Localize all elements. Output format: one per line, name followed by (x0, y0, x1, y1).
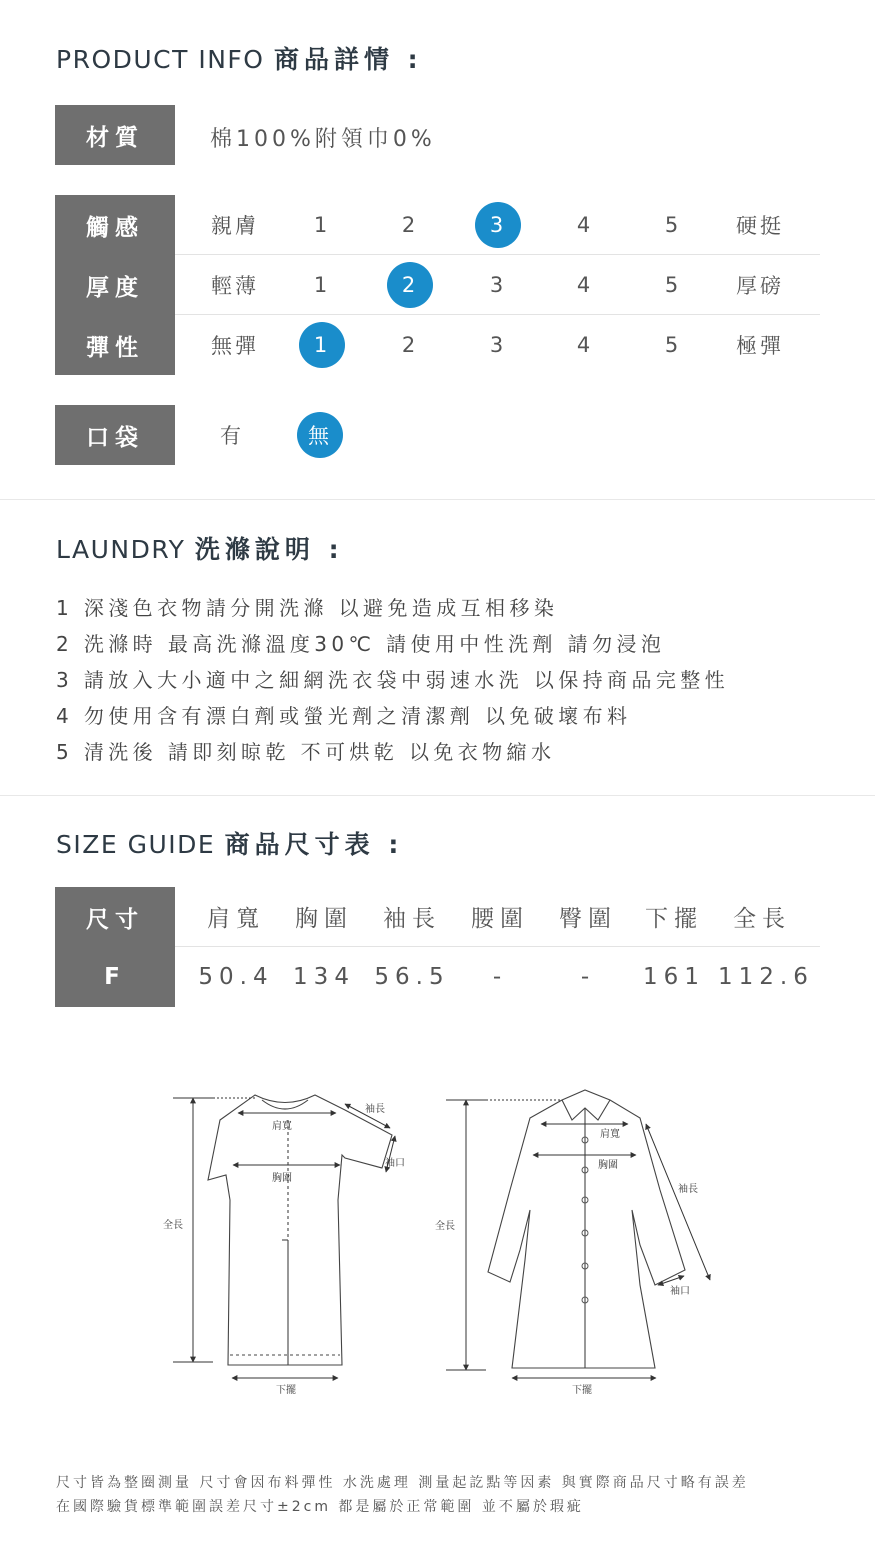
scale-option: 1 (313, 273, 331, 297)
size-value: 56.5 (374, 964, 450, 990)
scale-option: 1 (313, 213, 331, 237)
divider (0, 795, 875, 796)
scale-option-selected: 1 (299, 322, 345, 368)
scale-row-line (175, 314, 820, 315)
scale-option: 2 (401, 333, 419, 357)
scale-row-line (175, 254, 820, 255)
laundry-title (56, 530, 344, 566)
right-sleeve-label: 袖長 (678, 1184, 698, 1195)
scale-high-label: 硬挺 (736, 214, 784, 238)
material-label: 材質 (55, 105, 175, 165)
scale-option: 4 (576, 333, 594, 357)
laundry-title-en: LAUNDRY (56, 535, 186, 564)
scale-option: 5 (664, 273, 682, 297)
size-col-header: 臀圍 (559, 906, 617, 932)
size-col-header: 胸圍 (295, 906, 353, 932)
scale-option: 4 (576, 273, 594, 297)
size-value: 112.6 (718, 964, 814, 990)
right-full-length-label: 全長 (435, 1221, 455, 1232)
size-guide-title-en: SIZE GUIDE (56, 830, 216, 859)
scale-low-label: 輕薄 (211, 274, 259, 298)
laundry-line: 5 清洗後 請即刻晾乾 不可烘乾 以免衣物縮水 (56, 740, 556, 764)
left-hem-label: 下擺 (276, 1385, 296, 1396)
size-header-label: 尺寸 (55, 887, 175, 947)
size-note: 在國際驗貨標準範圍誤差尺寸±2cm 都是屬於正常範圍 並不屬於瑕疵 (56, 1499, 584, 1515)
scale-label: 厚度 (55, 255, 175, 315)
scale-option: 5 (664, 333, 682, 357)
product-info-title-en: PRODUCT INFO (56, 45, 265, 74)
scale-high-label: 厚磅 (736, 274, 784, 298)
size-guide-title (56, 825, 403, 861)
laundry-line: 4 勿使用含有漂白劑或螢光劑之清潔劑 以免破壞布料 (56, 704, 632, 728)
product-info-title (56, 40, 423, 76)
size-col-header: 下擺 (645, 906, 703, 932)
scale-label: 觸感 (55, 195, 175, 255)
scale-option: 3 (489, 333, 507, 357)
size-value: - (580, 964, 596, 990)
scale-low-label: 無彈 (211, 334, 259, 358)
scale-low-label: 親膚 (211, 214, 259, 238)
left-shoulder-label: 肩寬 (272, 1121, 292, 1132)
scale-high-label: 極彈 (736, 334, 784, 358)
scale-option-selected: 3 (475, 202, 521, 248)
size-col-header: 腰圍 (471, 906, 529, 932)
laundry-line: 1 深淺色衣物請分開洗滌 以避免造成互相移染 (56, 596, 559, 620)
size-row-label: F (55, 947, 175, 1007)
laundry-line: 3 請放入大小適中之細網洗衣袋中弱速水洗 以保持商品完整性 (56, 668, 730, 692)
product-info-title-zh: 商品詳情 : (273, 45, 423, 74)
shirt-dress-outline (488, 1090, 685, 1368)
pocket-label: 口袋 (55, 405, 175, 465)
left-sleeve-label: 袖長 (365, 1104, 385, 1115)
scale-option: 2 (401, 213, 419, 237)
pocket-option-selected: 無 (297, 412, 343, 458)
right-chest-label: 胸圍 (598, 1160, 618, 1171)
size-value: 161 (643, 964, 705, 990)
laundry-line: 2 洗滌時 最高洗滌溫度30℃ 請使用中性洗劑 請勿浸泡 (56, 632, 666, 656)
size-note: 尺寸皆為整圈測量 尺寸會因布料彈性 水洗處理 測量起訖點等因素 與實際商品尺寸略有誤差 (56, 1475, 749, 1491)
divider (0, 499, 875, 500)
size-value: 50.4 (198, 964, 274, 990)
size-value: 134 (293, 964, 355, 990)
size-table-line (175, 946, 820, 947)
tshirt-dress-outline (208, 1095, 392, 1365)
material-value: 棉100%附領巾0% (210, 127, 436, 152)
scale-option: 3 (489, 273, 507, 297)
size-col-header: 袖長 (383, 906, 441, 932)
scale-option-selected: 2 (387, 262, 433, 308)
pocket-option: 有 (220, 424, 244, 448)
size-col-header: 全長 (733, 906, 791, 932)
measurement-diagram (0, 1070, 875, 1410)
left-full-length-label: 全長 (163, 1220, 183, 1231)
scale-label: 彈性 (55, 315, 175, 375)
scale-option: 4 (576, 213, 594, 237)
right-shoulder-label: 肩寬 (600, 1129, 620, 1140)
size-value: - (492, 964, 508, 990)
right-cuff-label: 袖口 (670, 1286, 690, 1297)
laundry-title-zh: 洗滌說明 : (194, 535, 344, 564)
left-cuff-label: 袖口 (385, 1158, 405, 1169)
right-hem-label: 下擺 (572, 1385, 592, 1396)
left-chest-label: 胸圍 (272, 1173, 292, 1184)
size-col-header: 肩寬 (207, 906, 265, 932)
scale-option: 5 (664, 213, 682, 237)
size-guide-title-zh: 商品尺寸表 : (224, 830, 404, 859)
